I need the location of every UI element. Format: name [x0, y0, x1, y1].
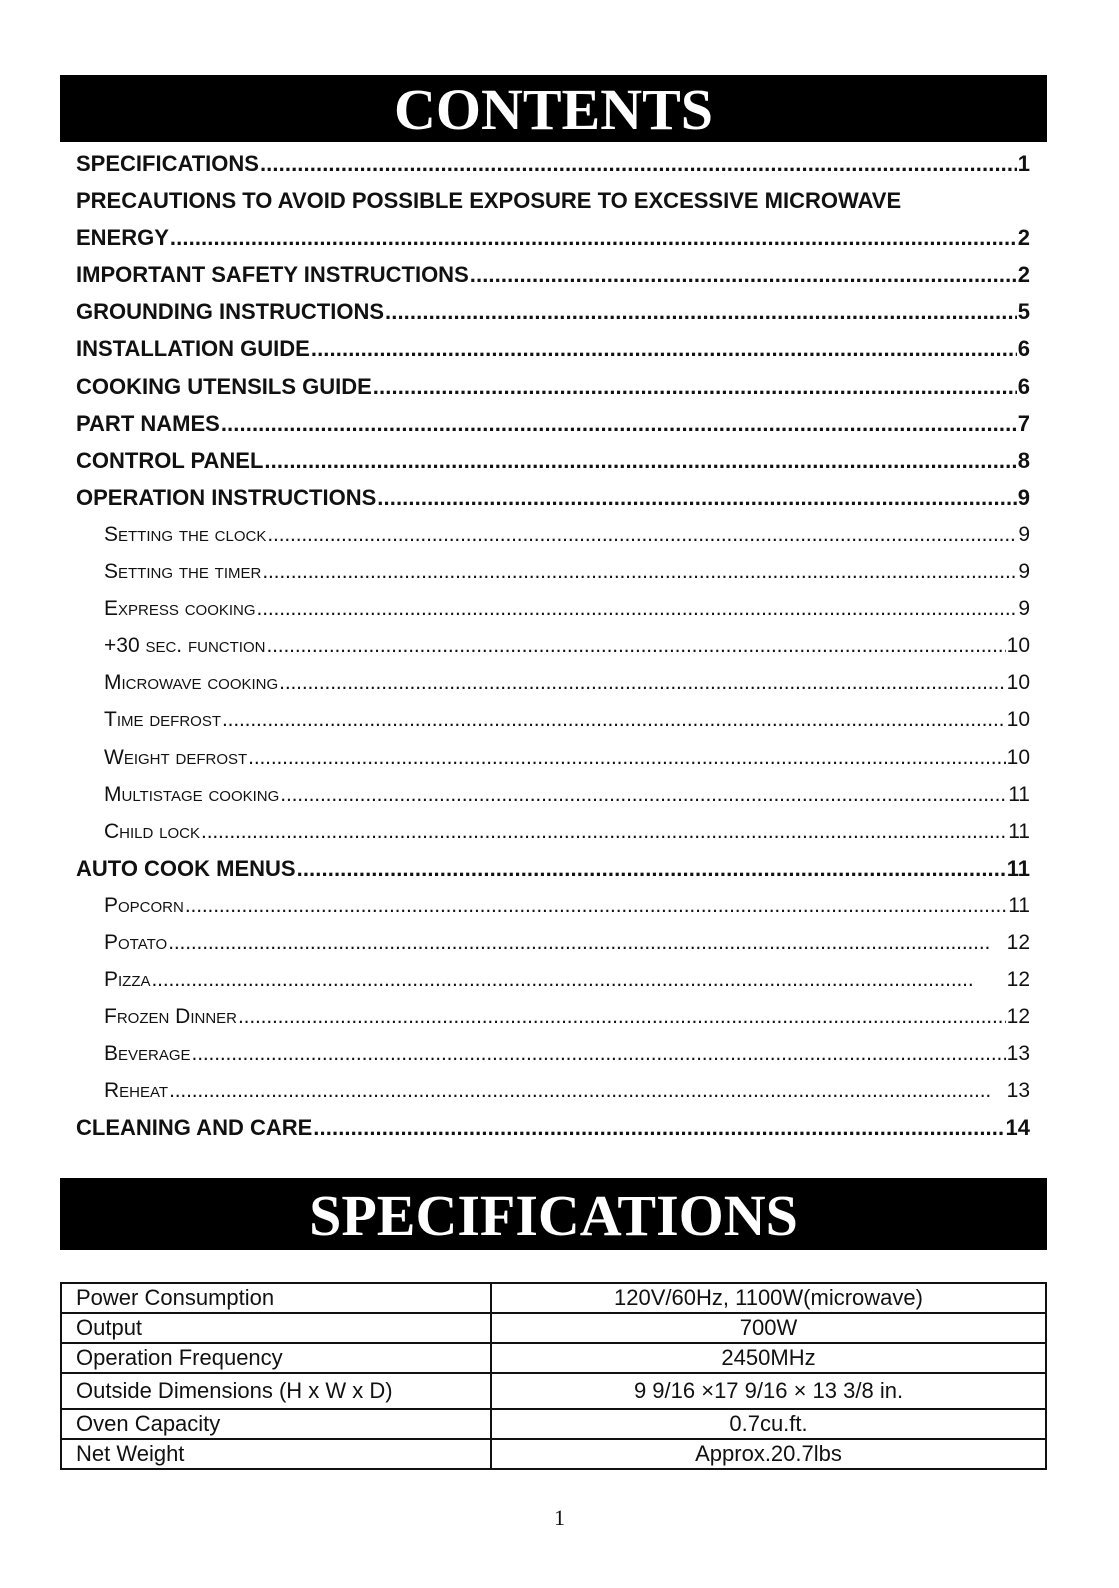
toc-entry-page: 7: [1017, 410, 1030, 436]
toc-entry-page: 11: [1008, 782, 1030, 806]
dot-leader: [297, 850, 1006, 887]
spec-key: Oven Capacity: [61, 1409, 491, 1439]
toc-entry-label: OPERATION INSTRUCTIONS: [76, 484, 377, 510]
dot-leader: [221, 405, 1017, 442]
toc-entry: [76, 627, 1030, 664]
toc-entry-label: AUTO COOK MENUS: [76, 855, 296, 881]
toc-entry-page: 10: [1006, 634, 1030, 658]
toc-entry-page: 12: [1006, 1005, 1030, 1029]
dot-leader: [377, 479, 1016, 516]
dot-leader: [260, 145, 1017, 182]
toc-entry-page: 14: [1005, 1115, 1030, 1141]
toc-entry: [76, 1109, 1030, 1146]
toc-entry: [76, 145, 1030, 182]
toc-entry-label: Popcorn: [104, 893, 184, 917]
dot-leader: [192, 1035, 1006, 1072]
toc-entry: [76, 1072, 1030, 1109]
dot-leader: [152, 961, 1006, 998]
toc-entry-label: Microwave cooking: [104, 671, 279, 695]
toc-entry-page: 11: [1008, 819, 1030, 843]
dot-leader: [170, 219, 1017, 256]
toc-entry: [76, 739, 1030, 776]
toc-entry-label: COOKING UTENSILS GUIDE: [76, 373, 372, 399]
toc-entry-label: INSTALLATION GUIDE: [76, 336, 310, 362]
toc-entry: [76, 516, 1030, 553]
toc-entry-label: SPECIFICATIONS: [76, 151, 259, 176]
dot-leader: [201, 813, 1007, 850]
dot-leader: [311, 330, 1017, 367]
toc-entry-page: 11: [1006, 855, 1030, 881]
dot-leader: [257, 590, 1018, 627]
contents-title: CONTENTS: [60, 75, 1047, 142]
toc-entry: [76, 701, 1030, 738]
toc-entry-label: Time defrost: [104, 708, 221, 732]
spec-key: Power Consumption: [61, 1283, 491, 1313]
toc-entry-label: Beverage: [104, 1042, 191, 1066]
toc-entry: [76, 887, 1030, 924]
dot-leader: [279, 664, 1005, 701]
toc-entry-page: 12: [1006, 968, 1030, 992]
toc-entry-page: 9: [1018, 597, 1030, 621]
dot-leader: [169, 1072, 1006, 1109]
toc-entry: [76, 850, 1030, 887]
toc-entry-page: 8: [1017, 447, 1030, 473]
dot-leader: [373, 368, 1017, 405]
toc-entry-page: 10: [1006, 708, 1030, 732]
toc-entry: [76, 219, 1030, 256]
spec-value: 2450MHz: [491, 1343, 1046, 1373]
toc-entry-page: 2: [1017, 262, 1030, 288]
toc-entry-page: 6: [1017, 373, 1030, 399]
toc-entry-page: 9: [1017, 484, 1030, 510]
toc-entry: [76, 1035, 1030, 1072]
toc-entry-label: Setting the clock: [104, 522, 267, 546]
dot-leader: [264, 442, 1016, 479]
toc-entry: [76, 776, 1030, 813]
spec-value: Approx.20.7lbs: [491, 1439, 1046, 1469]
dot-leader: [185, 887, 1007, 924]
toc-entry-label: Pizza: [104, 968, 151, 992]
toc-entry-label: GROUNDING INSTRUCTIONS: [76, 299, 384, 325]
toc-entry-page: 6: [1017, 336, 1030, 362]
toc-entry: [76, 961, 1030, 998]
spec-key: Net Weight: [61, 1439, 491, 1469]
table-row: [61, 1439, 1046, 1469]
spec-value: 120V/60Hz, 1100W(microwave): [491, 1283, 1046, 1313]
table-row: [61, 1409, 1046, 1439]
spec-value: 700W: [491, 1313, 1046, 1343]
toc-entry-page: 2: [1017, 225, 1030, 251]
toc-entry: [76, 182, 1030, 219]
dot-leader: [266, 627, 1005, 664]
toc-entry-label: CLEANING AND CARE: [76, 1115, 313, 1141]
toc-entry-page: 13: [1006, 1079, 1030, 1103]
toc-entry: [76, 368, 1030, 405]
toc-entry-page: 13: [1006, 1042, 1030, 1066]
toc-entry-page: 1: [1017, 151, 1030, 176]
toc-entry-label: ENERGY: [76, 225, 169, 251]
specifications-table: [60, 1282, 1047, 1470]
toc-entry-page: 11: [1008, 893, 1030, 917]
spec-key: Operation Frequency: [61, 1343, 491, 1373]
toc-entry: [76, 813, 1030, 850]
toc-entry: [76, 998, 1030, 1035]
toc-entry-label: IMPORTANT SAFETY INSTRUCTIONS: [76, 262, 469, 288]
toc-entry-label: Frozen Dinner: [104, 1005, 237, 1029]
toc-entry-page: 10: [1006, 745, 1030, 769]
page-number: 1: [554, 1505, 565, 1530]
toc-entry-label: Express cooking: [104, 597, 256, 621]
table-row: [61, 1373, 1046, 1409]
toc-entry-page: 12: [1006, 930, 1030, 954]
dot-leader: [222, 701, 1006, 738]
toc-entry: [76, 442, 1030, 479]
toc-entry-label: PRECAUTIONS TO AVOID POSSIBLE EXPOSURE TO EXCESSIVE MICROWAVE: [76, 188, 902, 214]
toc-entry-label: Multistage cooking: [104, 782, 280, 806]
table-row: [61, 1283, 1046, 1313]
toc-entry-page: 9: [1018, 522, 1030, 546]
toc-entry-label: Setting the timer: [104, 560, 262, 584]
toc-entry-label: Reheat: [104, 1079, 169, 1103]
dot-leader: [385, 293, 1017, 330]
toc-entry: [76, 293, 1030, 330]
dot-leader: [262, 553, 1017, 590]
toc-entry: [76, 479, 1030, 516]
dot-leader: [168, 924, 1005, 961]
dot-leader: [248, 739, 1005, 776]
toc-entry-label: Child lock: [104, 819, 201, 843]
spec-value: 9 9/16 ×17 9/16 × 13 3/8 in.: [491, 1373, 1046, 1409]
toc-entry-page: 9: [1018, 560, 1030, 584]
spec-value: 0.7cu.ft.: [491, 1409, 1046, 1439]
specifications-title: SPECIFICATIONS: [60, 1178, 1047, 1250]
spec-key: Outside Dimensions (H x W x D): [61, 1373, 491, 1409]
toc-entry: [76, 405, 1030, 442]
table-row: [61, 1343, 1046, 1373]
toc-entry-label: CONTROL PANEL: [76, 447, 264, 473]
dot-leader: [267, 516, 1017, 553]
toc-entry: [76, 553, 1030, 590]
toc-entry-page: 5: [1017, 299, 1030, 325]
dot-leader: [238, 998, 1006, 1035]
toc-entry-page: 10: [1006, 671, 1030, 695]
toc-entry-label: PART NAMES: [76, 410, 220, 436]
toc-entry-label: +30 sec. function: [104, 634, 266, 658]
toc-entry: [76, 590, 1030, 627]
dot-leader: [280, 776, 1007, 813]
toc-entry: [76, 330, 1030, 367]
toc-entry: [76, 256, 1030, 293]
spec-key: Output: [61, 1313, 491, 1343]
dot-leader: [313, 1109, 1004, 1146]
table-row: [61, 1313, 1046, 1343]
toc-entry: [76, 664, 1030, 701]
toc-entry-label: Weight defrost: [104, 745, 248, 769]
toc-entry: [76, 924, 1030, 961]
dot-leader: [470, 256, 1017, 293]
toc-entry-label: Potato: [104, 930, 168, 954]
table-of-contents: [76, 145, 1030, 1147]
